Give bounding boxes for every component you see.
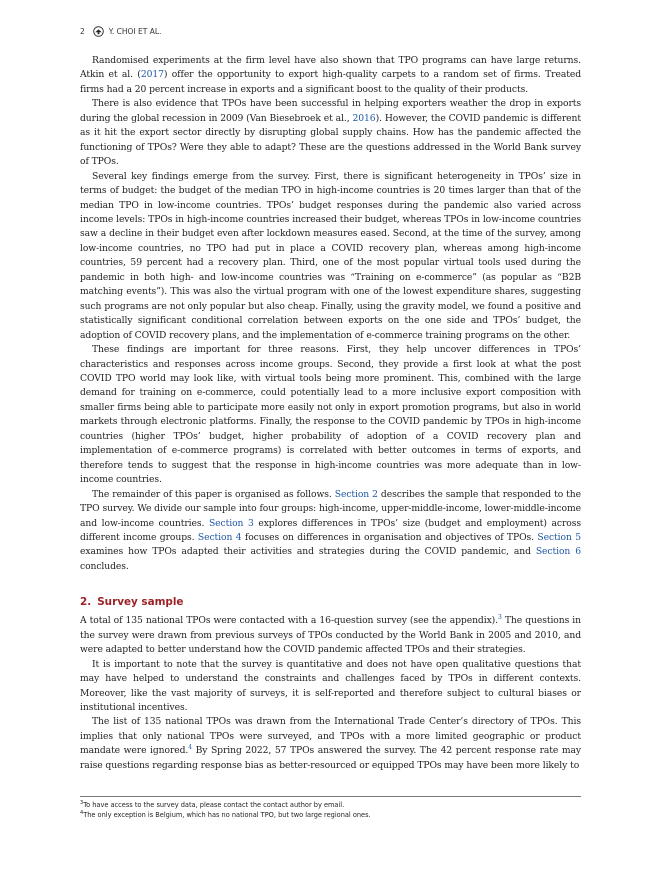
footnote [80, 810, 581, 820]
cross-reference-link[interactable]: Section 2 [334, 488, 378, 500]
cross-reference-link[interactable]: 2016 [352, 112, 376, 124]
text-run: The remainder of this paper is organised as follows. [92, 488, 335, 500]
text-run: It is important to note that the survey is quantitative and does not have open qualitative questions that may have helped to understand the constraints and challenges faced by TPOs in different contexts. Moreover, like the vast majority of surveys, it is self-reported and therefore subject to cultural biases or institutional incentives. [80, 658, 581, 714]
text-run: explores differences in TPOs’ size (budget and employment) across different income groups. [80, 517, 581, 543]
intro-paragraphs [80, 54, 581, 574]
paragraph [80, 614, 581, 657]
paragraph [80, 54, 581, 97]
paragraph [80, 658, 581, 716]
text-run: concludes. [80, 560, 129, 572]
cross-reference-link[interactable]: Section 5 [537, 531, 581, 543]
footnote-text: The only exception is Belgium, which has no national TPO, but two large regional ones. [83, 811, 371, 819]
text-run: Several key findings emerge from the survey. First, there is significant heterogeneity in TPOs’ size in terms of budget: the budget of the median TPO in high-income countries is 20 times larger than that of the median TPO in low-income countries. TPOs’ budget responses during the pandemic also varied across income levels: TPOs in high-income countries increased their budget, whereas TPOs in low-income countries saw a decline in their budget even after lockdown measures eased. Second, at the time of the survey, among low-income countries, no TPO had put in place a COVID recovery plan, whereas among high-income countries, 59 percent had a recovery plan. Third, one of the most popular virtual tools used during the pandemic in both high- and low-income countries was “Training on e-commerce” (as popular as “B2B matching events”). This was also the virtual program with one of the lowest expenditure shares, suggesting such programs are not only popular but also cheap. Finally, using the gravity model, we found a positive and statistically significant conditional correlation between exports on the one side and TPOs’ budget, the adoption of COVID recovery plans, and the implementation of e-commerce training programs on the other. [80, 170, 581, 341]
article-body [80, 54, 581, 773]
footnote-number: 4 [80, 809, 84, 816]
cross-reference-link[interactable]: Section 6 [535, 546, 581, 558]
text-run: These findings are important for three reasons. First, they help uncover differences in TPOs’ characteristics and responses across income groups. Second, they provide a first look at what the post COVID TPO world may look like, with virtual tools being more prominent. This, combined with the large demand for training on e-commerce, could potentially lead to a more inclusive export composition with smaller firms being able to participate more easily not only in export promotion programs, but also in world markets through electronic platforms. Finally, the response to the COVID pandemic by TPOs in high-income countries (higher TPOs’ budget, higher probability of adoption of a COVID recovery plan and implementation of e-commerce programs) is correlated with better outcomes in terms of exports, and therefore tends to suggest that the response in high-income countries was more adequate than in low-income countries. [80, 344, 581, 486]
footnote-divider [80, 796, 581, 797]
text-run: Randomised experiments at the firm level have also shown that TPO programs can have large returns. Atkin et al. ( [80, 55, 581, 81]
footnote [80, 800, 581, 810]
footnotes [80, 800, 581, 820]
text-run: ) offer the opportunity to export high-quality carpets to a random set of firms. Treated firms had a 20 percent increase in exports and a significant boost to the quality of their products. [80, 69, 581, 95]
text-run: describes the sample that responded to the TPO survey. We divide our sample into four groups: high-income, upper-middle-income, lower-middle-income and low-income countries. [80, 488, 581, 529]
section-title: Survey sample [97, 596, 184, 609]
section-2-paragraphs [80, 614, 581, 773]
paragraph [80, 488, 581, 575]
paragraph [80, 97, 581, 169]
footnote-marker[interactable]: 4 [188, 744, 193, 752]
cross-reference-link[interactable]: 2017 [140, 69, 164, 81]
text-run: There is also evidence that TPOs have been successful in helping exporters weather the drop in exports during the global recession in 2009 (Van Biesebroek et al., [80, 98, 581, 124]
footnote-text: To have access to the survey data, please contact the contact author by email. [83, 801, 345, 809]
running-header [80, 26, 161, 37]
running-head-authors: Y. CHOI ET AL. [108, 27, 162, 36]
text-run: A total of 135 national TPOs were contacted with a 16-question survey (see the appendix). [80, 615, 499, 627]
paragraph [80, 170, 581, 343]
section-heading [80, 596, 581, 608]
cross-reference-link[interactable]: Section 4 [197, 531, 242, 543]
text-run: focuses on differences in organisation and objectives of TPOs. [241, 531, 538, 543]
paragraph [80, 715, 581, 773]
footnote-number: 3 [80, 799, 84, 806]
text-run: The list of 135 national TPOs was drawn from the International Trade Center’s directory of TPOs. This implies that only national TPOs were surveyed, and TPOs with a more limited geographic or product mandate were ignored. [80, 716, 581, 757]
text-run: examines how TPOs adapted their activities and strategies during the COVID pandemic, and [80, 546, 536, 558]
paragraph [80, 343, 581, 488]
text-run: ). However, the COVID pandemic is different as it hit the export sector directly by disrupting global supply chains. How has the pandemic affected the functioning of TPOs? Were they able to adapt? These are the questions addressed in the World Bank survey of TPOs. [80, 112, 581, 168]
cross-reference-link[interactable]: Section 3 [208, 517, 254, 529]
text-run: By Spring 2022, 57 TPOs answered the survey. The 42 percent response rate may raise questions regarding response bias as better-resourced or equipped TPOs may have been more likely to [80, 745, 581, 771]
footnote-marker[interactable]: 3 [498, 614, 502, 622]
publisher-logo-icon [93, 26, 104, 37]
page-number: 2 [80, 27, 85, 36]
text-run: The questions in the survey were drawn from previous surveys of TPOs conducted by the World Bank in 2005 and 2010, and were adapted to better understand how the COVID pandemic affected TPOs and their strategies. [80, 615, 582, 656]
section-number: 2. [80, 596, 92, 609]
